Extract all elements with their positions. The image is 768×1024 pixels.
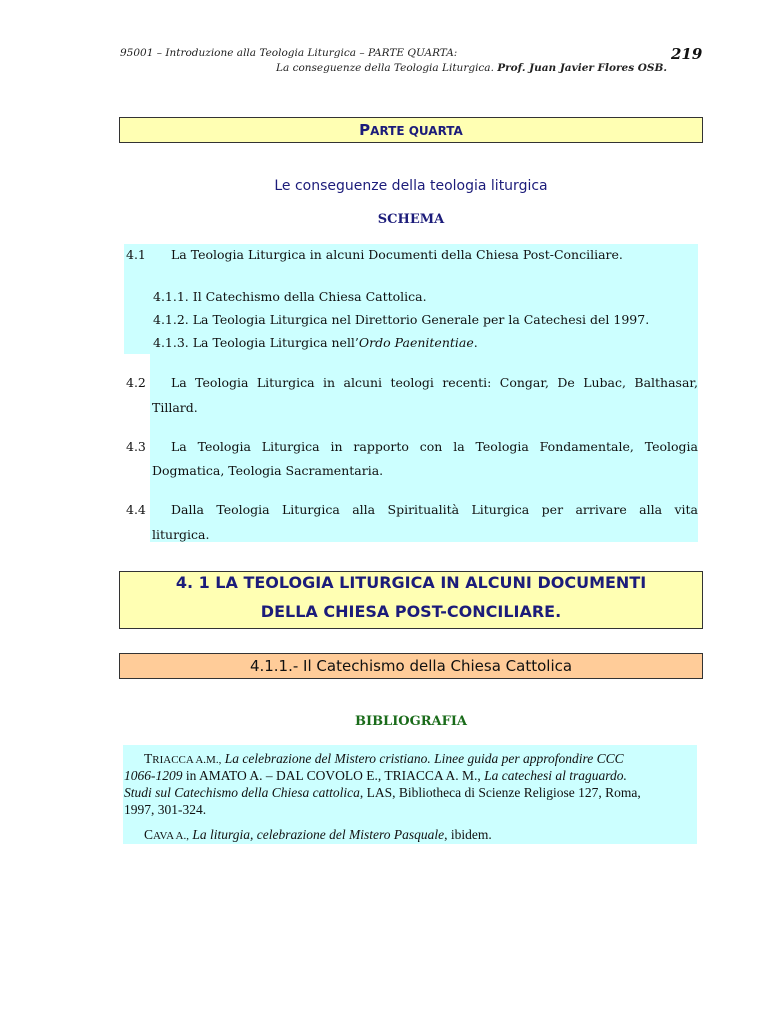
schema-item-text-cont: Dogmatica, Teologia Sacramentaria. <box>152 463 384 478</box>
running-header-professor: Prof. Juan Javier Flores OSB. <box>497 62 668 74</box>
bibliography-entry-cont <box>124 767 627 784</box>
schema-item-text-cont: liturgica. <box>152 527 210 542</box>
bib-text: in AMATO A. – DAL COVOLO E., TRIACCA A. M., <box>182 768 485 783</box>
bibliography-label: BIBLIOGRAFIA <box>355 714 467 729</box>
bib-title: La celebrazione del Mistero cristiano. Linee guida per approfondire CCC <box>224 751 624 766</box>
schema-subitem-period: . <box>473 335 478 350</box>
bib-title: La liturgia, celebrazione del Mistero Pasquale <box>192 827 445 842</box>
bib-title: La catechesi al traguardo. <box>484 768 627 783</box>
schema-item-text: Dalla Teologia Liturgica alla Spiritualità Liturgica per arrivare alla vita <box>171 502 698 517</box>
schema-subitem-italic: Ordo Paenitentiae <box>358 335 474 350</box>
bibliography-entry <box>144 826 492 845</box>
part-subtitle: Le conseguenze della teologia liturgica <box>274 178 548 194</box>
bib-author-initial: C <box>144 827 154 842</box>
subsection-heading: 4.1.1.- Il Catechismo della Chiesa Cattolica <box>119 653 703 679</box>
schema-label: SCHEMA <box>377 212 445 227</box>
schema-subitem <box>153 331 478 354</box>
bib-title: 1066-1209 <box>124 768 183 783</box>
bibliography-entry-cont: 1997, 301-324. <box>124 802 207 817</box>
schema-subitem: 4.1.1. Il Catechismo della Chiesa Cattolica. <box>153 289 427 304</box>
page-number: 219 <box>671 45 703 63</box>
schema-item-text-cont: Tillard. <box>152 400 198 415</box>
bib-author-initial: T <box>144 751 153 766</box>
schema-item-number: 4.4 <box>126 502 146 517</box>
bib-author-rest: RIACCA A.M., <box>152 754 222 766</box>
bibliography-entry-cont <box>124 784 641 801</box>
bib-title: Studi sul Catechismo della Chiesa cattolica <box>124 785 360 800</box>
bib-text: , ibidem. <box>444 827 492 842</box>
schema-item-text: La Teologia Liturgica in alcuni teologi recenti: Congar, De Lubac, Balthasar, <box>171 375 698 390</box>
bib-text: , LAS, Bibliotheca di Scienze Religiose 127, Roma, <box>359 785 641 800</box>
section-heading-line1: 4. 1 LA TEOLOGIA LITURGICA IN ALCUNI DOCUMENTI <box>175 573 647 592</box>
running-header-course: La conseguenze della Teologia Liturgica. <box>276 62 498 74</box>
schema-subitem-text: 4.1.3. La Teologia Liturgica nell’ <box>153 335 359 350</box>
running-header-line1: 95001 – Introduzione alla Teologia Liturgica – PARTE QUARTA: <box>120 47 458 59</box>
part-title-rest: ARTE QUARTA <box>370 124 463 138</box>
part-title-box <box>119 117 703 143</box>
section-heading-box <box>119 571 703 629</box>
schema-subitem: 4.1.2. La Teologia Liturgica nel Direttorio Generale per la Catechesi del 1997. <box>153 312 650 327</box>
section-heading-line2: DELLA CHIESA POST-CONCILIARE. <box>260 602 562 621</box>
part-title-initial: P <box>359 121 371 139</box>
bib-author-rest: AVA A., <box>153 830 189 842</box>
running-header-line2 <box>276 61 667 75</box>
schema-item-number: 4.1 <box>126 247 146 262</box>
schema-item-text: La Teologia Liturgica in alcuni Documenti della Chiesa Post-Conciliare. <box>171 247 623 262</box>
schema-item-number: 4.3 <box>126 439 146 454</box>
schema-item-number: 4.2 <box>126 375 146 390</box>
schema-item-text: La Teologia Liturgica in rapporto con la Teologia Fondamentale, Teologia <box>171 439 698 454</box>
